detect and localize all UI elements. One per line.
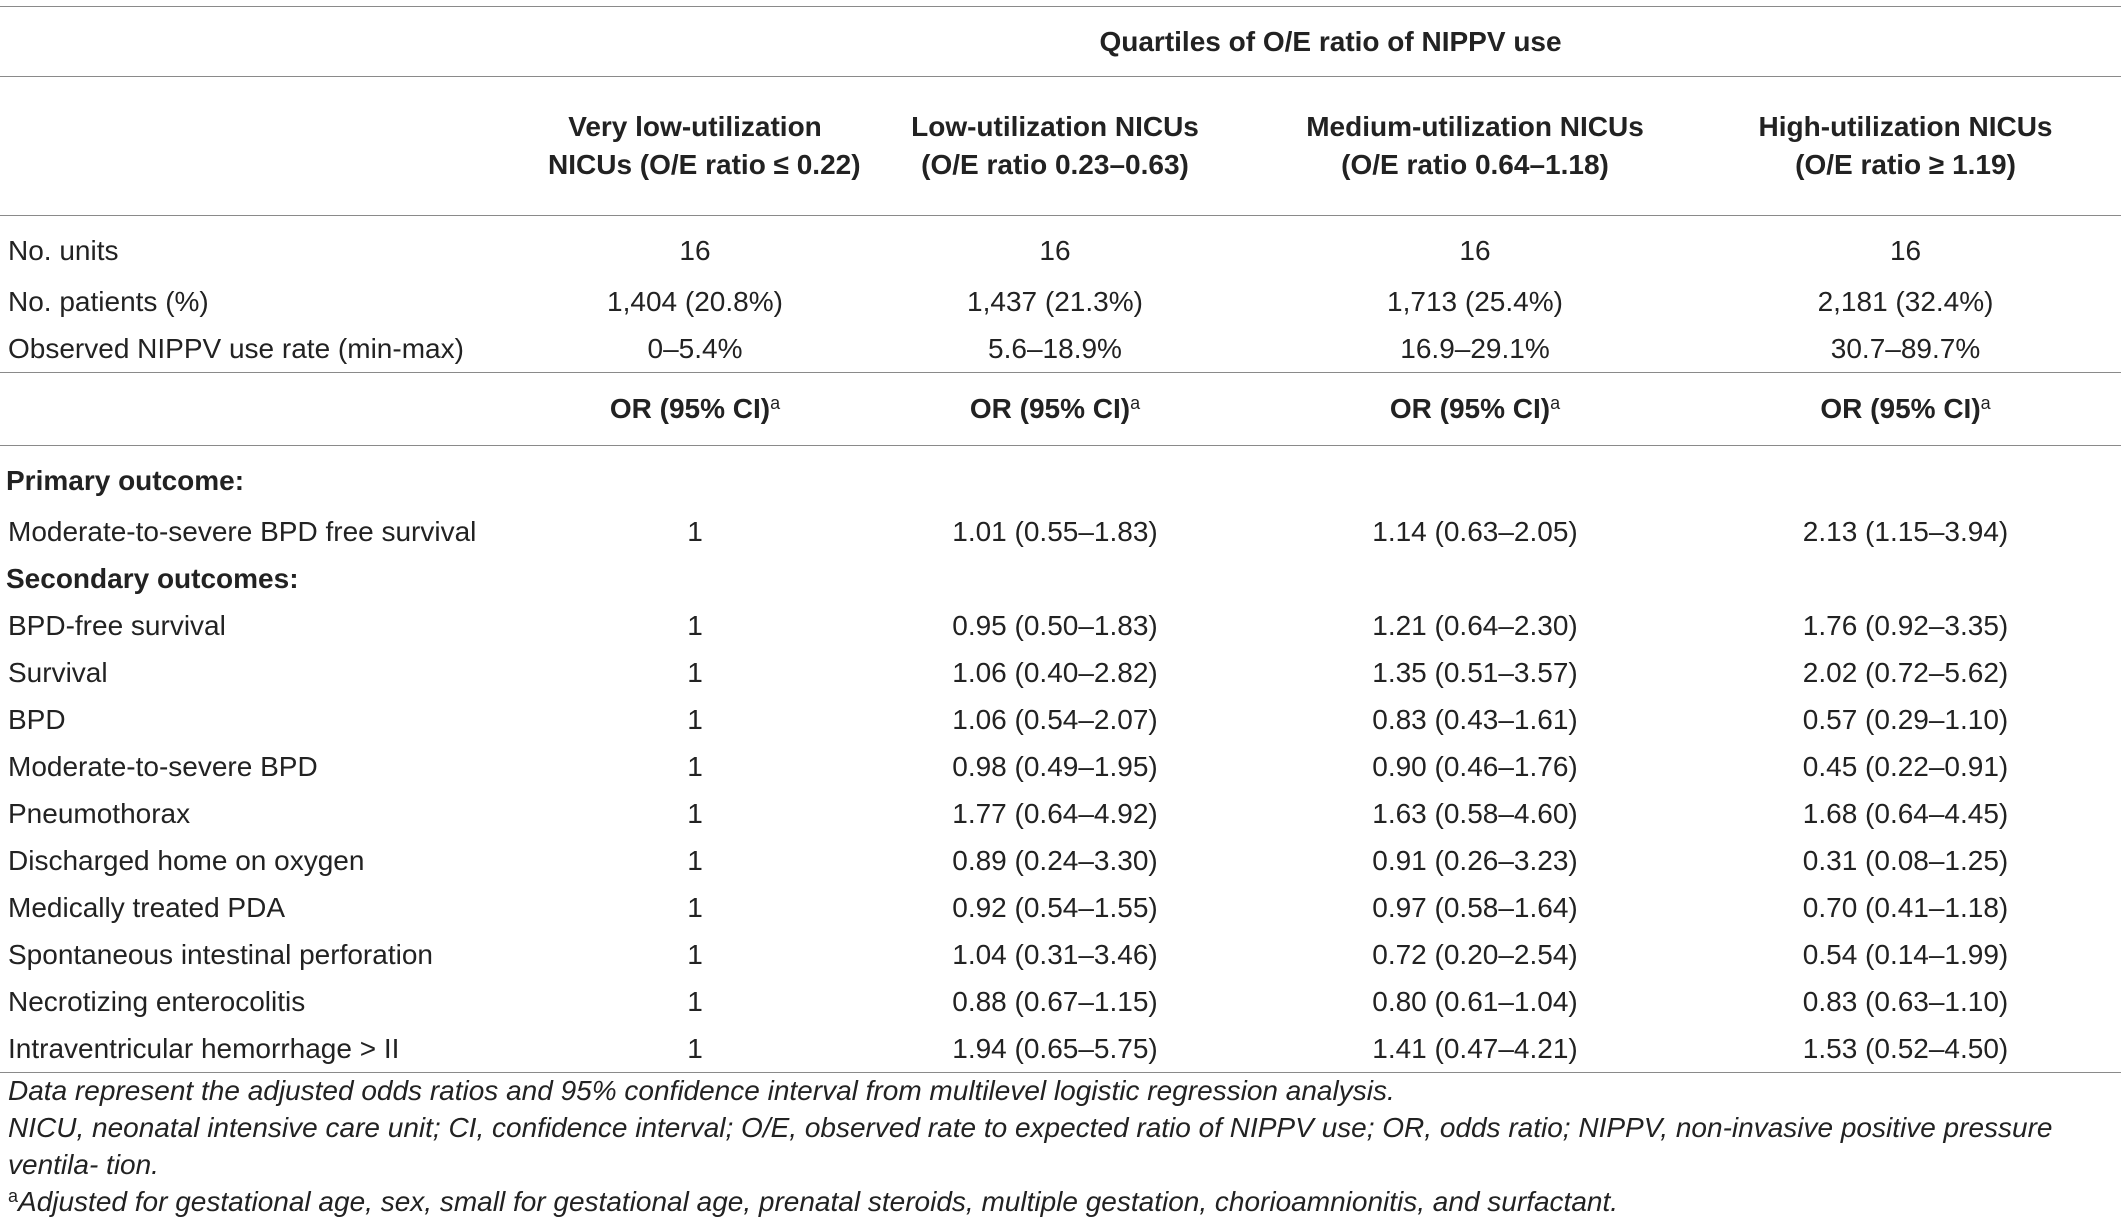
value-cell: 0.88 (0.67–1.15) xyxy=(952,985,1158,1017)
spanning-header-row xyxy=(0,7,2121,77)
value-cell: 1.63 (0.58–4.60) xyxy=(1372,797,1578,829)
value-cell: 0.97 (0.58–1.64) xyxy=(1372,891,1578,923)
footnote-marker: a xyxy=(1550,393,1561,413)
value-cell: 0.54 (0.14–1.99) xyxy=(1802,938,2009,970)
row-label: Medically treated PDA xyxy=(8,891,286,923)
col-header-line2: (O/E ratio 0.23–0.63) xyxy=(921,149,1189,180)
row-label: Discharged home on oxygen xyxy=(8,844,365,876)
value-cell: 1 xyxy=(687,656,703,688)
footnote-3-text: Adjusted for gestational age, sex, small for gestational age, prenatal steroids, multiple gestation, chorioamnionitis, and surfactant. xyxy=(18,1186,1619,1217)
footnote-3 xyxy=(8,1183,2113,1220)
section-row xyxy=(0,446,2121,509)
col-header-line1: Medium-utilization NICUs xyxy=(1306,111,1644,142)
table-row xyxy=(0,649,2121,696)
table-row xyxy=(0,978,2121,1025)
value-cell: 0.80 (0.61–1.04) xyxy=(1372,985,1578,1017)
value-cell: 1.94 (0.65–5.75) xyxy=(850,1025,1260,1073)
value-cell: 0–5.4% xyxy=(647,332,743,364)
row-label: Pneumothorax xyxy=(8,797,191,829)
footnote-2: NICU, neonatal intensive care unit; CI, confidence interval; O/E, observed rate to expected ratio of NIPPV use; OR, odds ratio; NIPPV, non-invasive positive pressure ventila- tion. xyxy=(8,1112,2053,1180)
value-cell: 30.7–89.7% xyxy=(1830,332,1981,364)
value-cell: 1,404 (20.8%) xyxy=(607,285,783,317)
table-row xyxy=(0,278,2121,325)
footnote-marker: a xyxy=(8,1186,19,1206)
table-row xyxy=(0,884,2121,931)
value-cell: 2,181 (32.4%) xyxy=(1817,285,1994,317)
or-label-cell xyxy=(0,373,540,446)
value-cell: 1.41 (0.47–4.21) xyxy=(1260,1025,1690,1073)
value-cell: 16 xyxy=(850,216,1260,279)
value-cell: 1.06 (0.54–2.07) xyxy=(952,703,1158,735)
col-header-line1: Low-utilization NICUs xyxy=(911,111,1199,142)
value-cell: 1.01 (0.55–1.83) xyxy=(952,515,1158,547)
or-header xyxy=(540,373,850,446)
table-row xyxy=(0,790,2121,837)
value-cell: 1 xyxy=(687,515,703,547)
col-header-line2: (O/E ratio ≥ 1.19) xyxy=(1795,149,2016,180)
table-row xyxy=(0,216,2121,279)
col-header-line1: Very low-utilization xyxy=(568,111,822,142)
value-cell: 1,437 (21.3%) xyxy=(967,285,1143,317)
row-label: Necrotizing enterocolitis xyxy=(8,985,306,1017)
value-cell: 16.9–29.1% xyxy=(1400,332,1550,364)
value-cell: 1 xyxy=(540,1025,850,1073)
value-cell: 1.06 (0.40–2.82) xyxy=(952,656,1158,688)
or-header-row xyxy=(0,373,2121,446)
spanning-header: Quartiles of O/E ratio of NIPPV use xyxy=(540,7,2121,77)
value-cell: 2.02 (0.72–5.62) xyxy=(1802,656,2009,688)
value-cell: 0.45 (0.22–0.91) xyxy=(1802,750,2009,782)
value-cell: 1.68 (0.64–4.45) xyxy=(1802,797,2009,829)
row-label: Spontaneous intestinal perforation xyxy=(8,938,433,970)
value-cell: 0.57 (0.29–1.10) xyxy=(1802,703,2009,735)
or-header-text: OR (95% CI) xyxy=(1820,393,1981,424)
or-header xyxy=(1690,373,2121,446)
value-cell: 1.21 (0.64–2.30) xyxy=(1372,609,1578,641)
or-header-text: OR (95% CI) xyxy=(609,393,771,424)
row-label: BPD-free survival xyxy=(8,609,226,641)
table-row xyxy=(0,325,2121,373)
value-cell: 1 xyxy=(687,938,703,970)
table-row xyxy=(0,1025,2121,1073)
row-label: Moderate-to-severe BPD free survival xyxy=(8,515,477,547)
table-row xyxy=(0,602,2121,649)
value-cell: 0.83 (0.63–1.10) xyxy=(1802,985,2009,1017)
value-cell: 0.91 (0.26–3.23) xyxy=(1372,844,1578,876)
table-row xyxy=(0,931,2121,978)
value-cell: 0.83 (0.43–1.61) xyxy=(1372,703,1578,735)
col-header-line2: (O/E ratio 0.64–1.18) xyxy=(1341,149,1609,180)
or-header xyxy=(1260,373,1690,446)
row-label: Moderate-to-severe BPD xyxy=(8,750,318,782)
value-cell: 1 xyxy=(687,844,703,876)
footnotes xyxy=(8,1072,2113,1220)
or-header xyxy=(850,373,1260,446)
row-label: Survival xyxy=(8,656,108,688)
row-label: Intraventricular hemorrhage > II xyxy=(0,1025,540,1073)
value-cell: 1.53 (0.52–4.50) xyxy=(1690,1025,2121,1073)
value-cell: 0.70 (0.41–1.18) xyxy=(1802,891,2009,923)
value-cell: 1.04 (0.31–3.46) xyxy=(952,938,1158,970)
col-header-medium xyxy=(1260,77,1690,216)
col-header-line2: NICUs (O/E ratio ≤ 0.22) xyxy=(548,149,861,180)
value-cell: 2.13 (1.15–3.94) xyxy=(1802,515,2009,547)
label-header-cell xyxy=(0,77,540,216)
value-cell: 1 xyxy=(687,703,703,735)
table-row xyxy=(0,743,2121,790)
secondary-rows xyxy=(0,602,2121,1073)
value-cell: 1 xyxy=(687,750,703,782)
value-cell: 1 xyxy=(687,985,703,1017)
value-cell: 1.14 (0.63–2.05) xyxy=(1372,515,1578,547)
value-cell: 1,713 (25.4%) xyxy=(1387,285,1563,317)
col-header-low xyxy=(850,77,1260,216)
or-header-text: OR (95% CI) xyxy=(1389,393,1551,424)
value-cell: 0.72 (0.20–2.54) xyxy=(1372,938,1578,970)
value-cell: 0.31 (0.08–1.25) xyxy=(1802,844,2009,876)
value-cell: 16 xyxy=(540,216,850,279)
footnote-1: Data represent the adjusted odds ratios and 95% confidence interval from multilevel logistic regression analysis. xyxy=(8,1075,1395,1106)
table-row xyxy=(0,508,2121,555)
value-cell: 1 xyxy=(687,609,703,641)
col-header-line1: High-utilization NICUs xyxy=(1758,111,2053,142)
value-cell: 1 xyxy=(687,797,703,829)
row-label: No. units xyxy=(0,216,540,279)
section-title-primary: Primary outcome: xyxy=(0,446,2121,509)
row-label: No. patients (%) xyxy=(8,285,209,317)
value-cell: 1.77 (0.64–4.92) xyxy=(952,797,1158,829)
column-header-row xyxy=(0,77,2121,216)
value-cell: 5.6–18.9% xyxy=(988,332,1122,364)
value-cell: 0.89 (0.24–3.30) xyxy=(952,844,1158,876)
footnote-marker: a xyxy=(1130,393,1141,413)
value-cell: 1.76 (0.92–3.35) xyxy=(1802,609,2009,641)
section-title-secondary: Secondary outcomes: xyxy=(6,562,299,594)
value-cell: 0.98 (0.49–1.95) xyxy=(952,750,1158,782)
col-header-high xyxy=(1690,77,2121,216)
table-row xyxy=(0,837,2121,884)
table-row xyxy=(0,696,2121,743)
row-label: Observed NIPPV use rate (min-max) xyxy=(8,332,464,364)
value-cell: 0.95 (0.50–1.83) xyxy=(952,609,1158,641)
corner-cell xyxy=(0,7,540,77)
col-header-very-low xyxy=(540,77,861,216)
row-label: BPD xyxy=(8,703,66,735)
value-cell: 0.90 (0.46–1.76) xyxy=(1372,750,1578,782)
footnote-marker: a xyxy=(770,393,781,413)
or-header-text: OR (95% CI) xyxy=(969,393,1131,424)
value-cell: 16 xyxy=(1260,216,1690,279)
value-cell: 1 xyxy=(687,891,703,923)
results-table xyxy=(0,6,2121,1073)
section-row xyxy=(0,555,2121,602)
value-cell: 0.92 (0.54–1.55) xyxy=(952,891,1158,923)
footnote-marker: a xyxy=(1980,393,1991,413)
value-cell: 16 xyxy=(1690,216,2121,279)
value-cell: 1.35 (0.51–3.57) xyxy=(1372,656,1578,688)
